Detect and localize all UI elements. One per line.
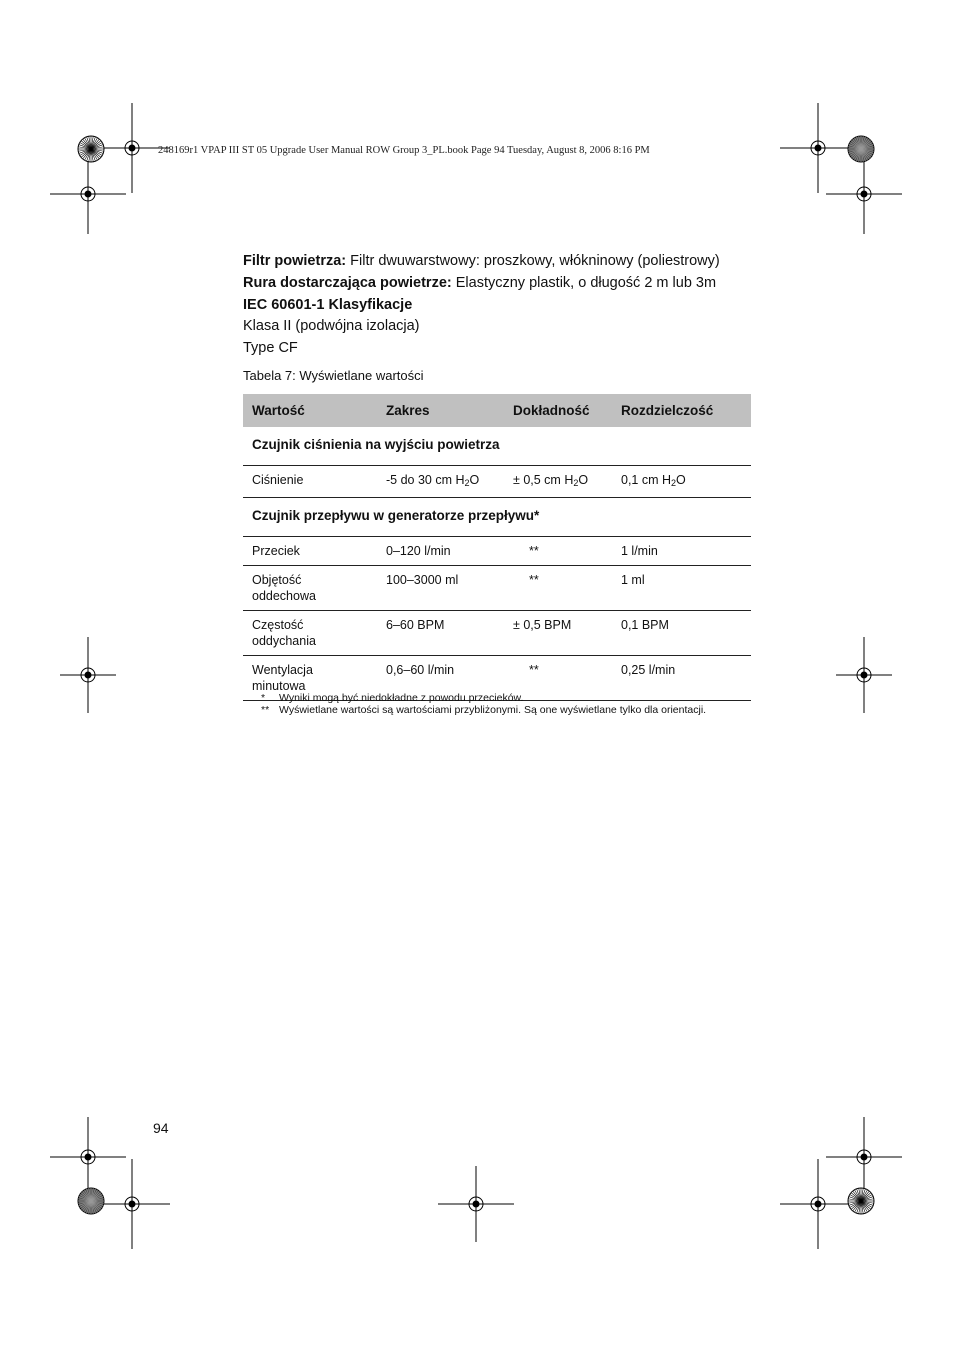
- value-accuracy: ± 0,5 cm $H_2O$: [504, 466, 612, 498]
- value-range: 6–60 BPM: [377, 611, 504, 656]
- spec-label: Filtr powietrza:: [243, 253, 347, 269]
- spec-text: Klasa II (podwójna izolacja): [243, 318, 420, 334]
- value-name: Wentylacja minutowa: [243, 656, 377, 701]
- column-header: Wartość: [243, 394, 377, 427]
- value-range: -5 do 30 cm $H_2O$: [377, 466, 504, 498]
- spec-air-tube: [243, 273, 716, 293]
- value-resolution: 0,25 l/min: [612, 656, 751, 701]
- section-title: Czujnik przepływu w generatorze przepływu*: [243, 498, 751, 537]
- table-row: [243, 537, 751, 566]
- spec-class: [243, 316, 420, 336]
- displayed-values-table: [243, 394, 751, 701]
- value-accuracy: ± 0,5 BPM: [504, 611, 612, 656]
- table-row: [243, 611, 751, 656]
- value-resolution: 0,1 cm $H_2O$: [612, 466, 751, 498]
- value-range: 0–120 l/min: [377, 537, 504, 566]
- spec-text: Filtr dwuwarstwowy: proszkowy, włókninowy (poliestrowy): [346, 253, 720, 269]
- footnote: [261, 692, 706, 704]
- spec-air-filter: [243, 251, 720, 271]
- table-caption: Tabela 7: Wyświetlane wartości: [243, 368, 424, 383]
- column-header: Dokładność: [504, 394, 612, 427]
- value-name: Częstość oddychania: [243, 611, 377, 656]
- value-accuracy: **: [504, 566, 612, 611]
- table-section-row: [243, 427, 751, 466]
- page-number: 94: [153, 1120, 169, 1136]
- value-range: 100–3000 ml: [377, 566, 504, 611]
- column-header: Zakres: [377, 394, 504, 427]
- value-name: Objętość oddechowa: [243, 566, 377, 611]
- section-title: Czujnik ciśnienia na wyjściu powietrza: [243, 427, 751, 466]
- value-resolution: 1 l/min: [612, 537, 751, 566]
- spec-text: Type CF: [243, 340, 298, 356]
- footnote-text: Wyniki mogą być niedokładne z powodu przecieków.: [279, 692, 524, 704]
- value-name: Ciśnienie: [243, 466, 377, 498]
- footnote: [261, 704, 706, 716]
- table-row: [243, 466, 751, 498]
- spec-text: Elastyczny plastik, o długość 2 m lub 3m: [451, 275, 717, 291]
- footnote-mark: *: [261, 692, 266, 704]
- spec-label: IEC 60601-1 Klasyfikacje: [243, 297, 413, 313]
- value-resolution: 1 ml: [612, 566, 751, 611]
- spec-iec-heading: [243, 295, 412, 315]
- table-header-row: [243, 394, 751, 427]
- value-resolution: 0,1 BPM: [612, 611, 751, 656]
- footnote-text: Wyświetlane wartości są wartościami przybliżonymi. Są one wyświetlane tylko dla orientacji.: [279, 704, 707, 716]
- footnote-mark: **: [261, 704, 270, 716]
- table-row: [243, 566, 751, 611]
- spec-type: [243, 338, 298, 358]
- column-header: Rozdzielczość: [612, 394, 751, 427]
- spec-label: Rura dostarczająca powietrze:: [243, 275, 452, 291]
- table-section-row: [243, 498, 751, 537]
- value-accuracy: **: [504, 656, 612, 701]
- print-header: 248169r1 VPAP III ST 05 Upgrade User Manual ROW Group 3_PL.book Page 94 Tuesday, August 8, 2006 8:16 PM: [158, 145, 650, 156]
- footnotes: [261, 692, 706, 716]
- value-range: 0,6–60 l/min: [377, 656, 504, 701]
- value-name: Przeciek: [243, 537, 377, 566]
- value-accuracy: **: [504, 537, 612, 566]
